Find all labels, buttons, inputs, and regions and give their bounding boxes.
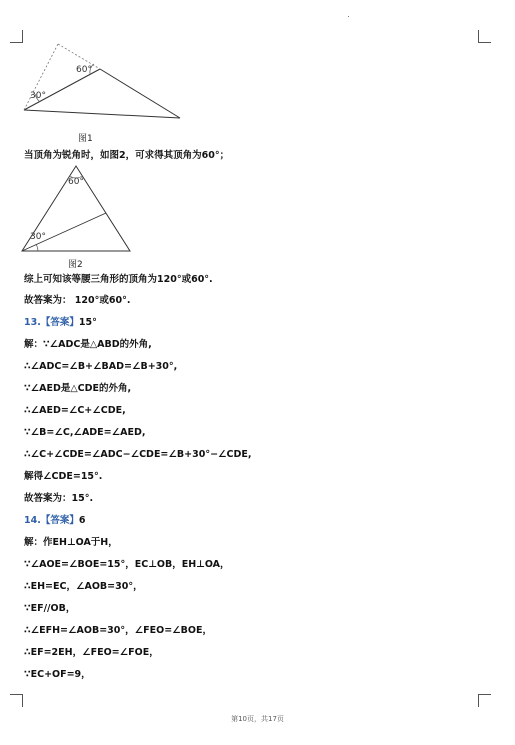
crop-mark-bottom-left: [10, 694, 23, 707]
q14-line-3: ∴EH=EC，∠AOB=30°，: [24, 581, 143, 592]
speck: [348, 16, 349, 17]
q13-answer-value: 15°: [78, 317, 97, 328]
q14-answer-value: 6: [78, 515, 86, 526]
text-acute-case: 当顶角为锐角时，如图2，可求得其顶角为60°；: [24, 150, 230, 161]
q13-number: 13.: [24, 317, 41, 328]
q14-number: 14.: [24, 515, 41, 526]
q13-line-5: ∵∠B=∠C,∠ADE=∠AED,: [24, 427, 146, 438]
q14-line-1: 解：作EH⊥OA于H，: [24, 537, 118, 548]
figure-1-drawing: [18, 40, 188, 125]
q14-header: [24, 515, 85, 527]
q14-line-2: ∵∠AOE=∠BOE=15°，EC⊥OB，EH⊥OA，: [24, 559, 230, 570]
figure-1-caption: 图1: [78, 134, 93, 144]
figure-2-angle-a: 60°: [68, 177, 84, 187]
text-conclusion: 综上可知该等腰三角形的顶角为120°或60°.: [24, 274, 213, 285]
figure-2-angle-b: 30°: [30, 232, 46, 242]
figure-1-angle-b: 60°: [76, 65, 92, 75]
figure-1-angle-a: 30°: [30, 91, 46, 101]
figure-1: [18, 40, 188, 129]
q13-line-8: 故答案为：15°.: [24, 493, 94, 504]
q14-answer-tag: 【答案】: [40, 515, 79, 526]
q13-line-4: ∴∠AED=∠C+∠CDE,: [24, 405, 126, 416]
q14-line-6: ∴EF=2EH，∠FEO=∠FOE，: [24, 647, 159, 658]
crop-mark-top-right: [478, 30, 491, 43]
crop-mark-bottom-right: [478, 694, 491, 707]
q13-line-7: 解得∠CDE=15°.: [24, 471, 103, 482]
q13-answer-tag: 【答案】: [40, 317, 79, 328]
q13-header: [24, 317, 97, 329]
text-answer-12: 故答案为： 120°或60°.: [24, 295, 131, 306]
q13-line-6: ∴∠C+∠CDE=∠ADC−∠CDE=∠B+30°−∠CDE,: [24, 449, 252, 460]
q14-line-7: ∵EC+OF=9，: [24, 669, 91, 680]
q14-line-5: ∴∠EFH=∠AOB=30°，∠FEO=∠BOE，: [24, 625, 212, 636]
figure-2-caption: 图2: [68, 260, 83, 270]
figure-2: [18, 160, 138, 259]
q13-line-1: 解：∵∠ADC是△ABD的外角,: [24, 339, 152, 350]
q14-line-4: ∵EF//OB，: [24, 603, 76, 614]
q13-line-2: ∴∠ADC=∠B+∠BAD=∠B+30°,: [24, 361, 178, 372]
page-footer: 第10页，共17页: [231, 715, 284, 723]
q13-line-3: ∵∠AED是△CDE的外角,: [24, 383, 132, 394]
figure-2-drawing: [18, 160, 138, 255]
